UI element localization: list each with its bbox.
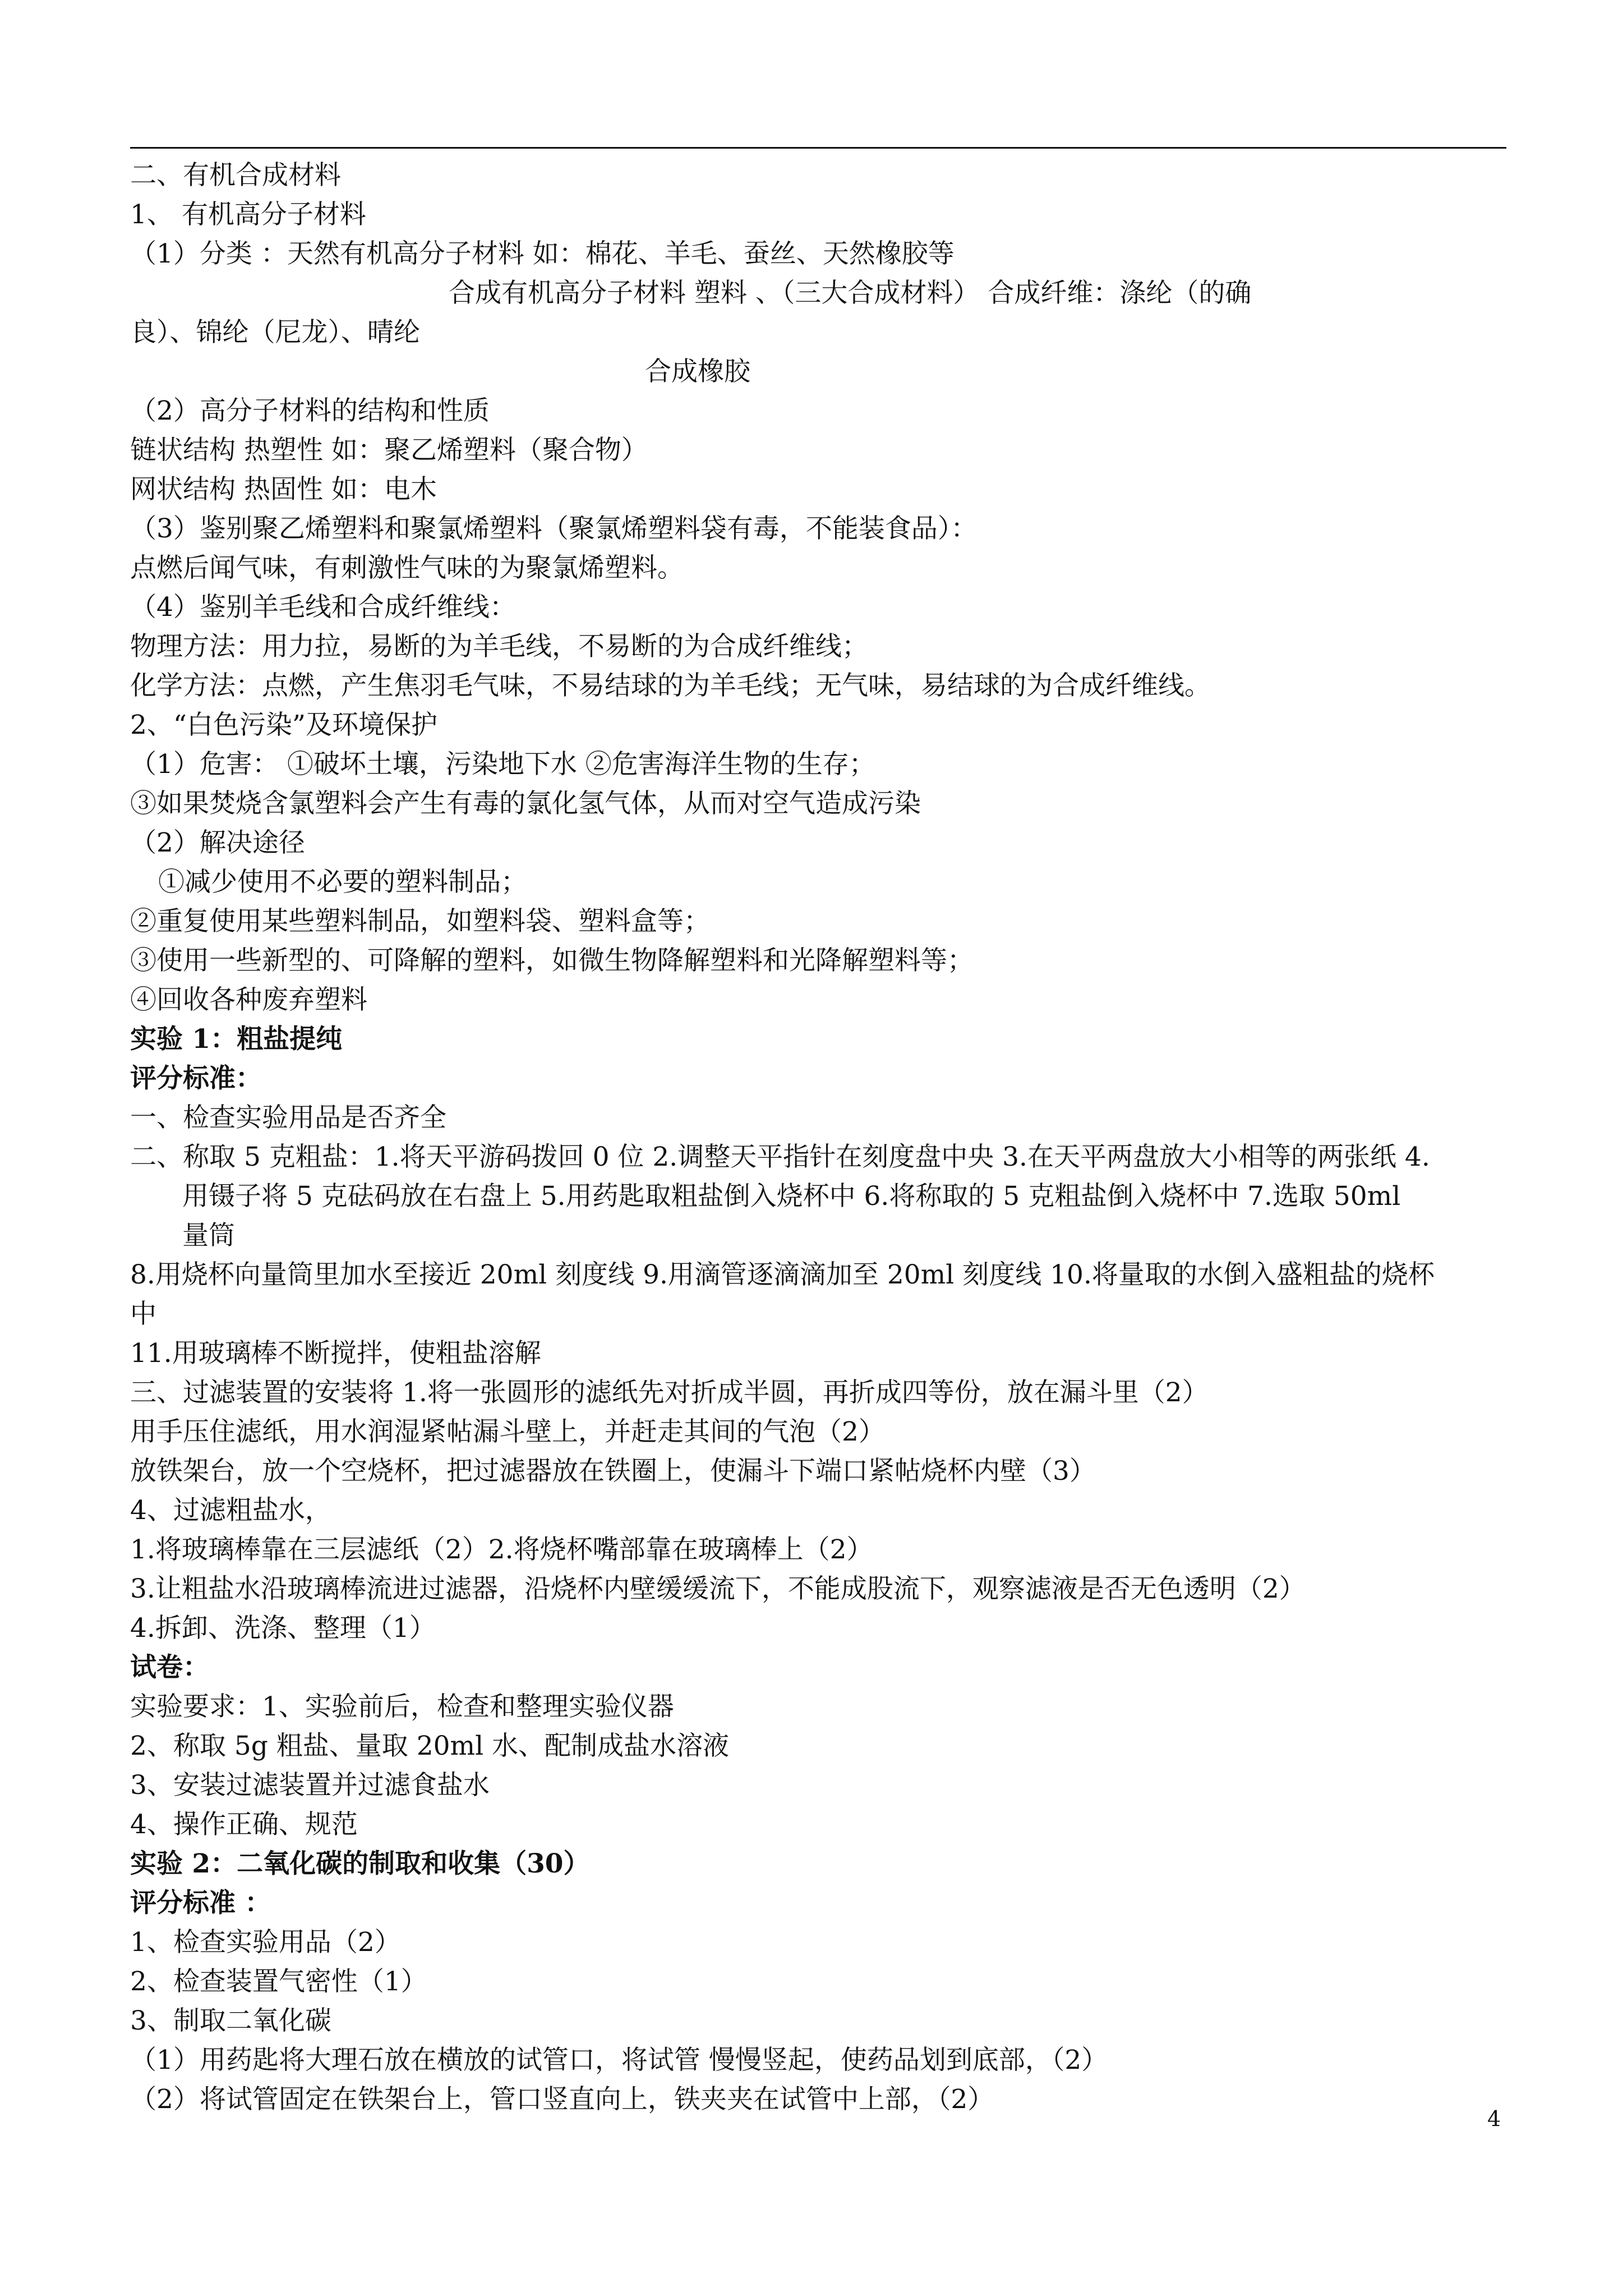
text-line: 4.拆卸、洗涤、整理（1） (130, 1613, 436, 1644)
text-line: 11.用玻璃棒不断搅拌，使粗盐溶解 (130, 1338, 541, 1369)
text-line: 4、操作正确、规范 (130, 1809, 358, 1840)
header-rule (130, 147, 1506, 149)
text-line: 化学方法：点燃，产生焦羽毛气味，不易结球的为羊毛线；无气味，易结球的为合成纤维线。 (130, 670, 1211, 701)
text-line: 1、检查实验用品（2） (130, 1927, 401, 1958)
text-line: 一、检查实验用品是否齐全 (130, 1102, 446, 1133)
text-line: （1）危害： ①破坏土壤，污染地下水 ②危害海洋生物的生存； (130, 749, 875, 780)
text-line: 点燃后闻气味，有刺激性气味的为聚氯烯塑料。 (130, 553, 684, 583)
text-line: 三、过滤装置的安装将 1.将一张圆形的滤纸先对折成半圆，再折成四等份，放在漏斗里（2） (130, 1377, 1209, 1408)
text-line: ②重复使用某些塑料制品，如塑料袋、塑料盒等； (130, 906, 710, 937)
text-line: 链状结构 热塑性 如：聚乙烯塑料（聚合物） (130, 435, 648, 466)
text-line: 2、称取 5g 粗盐、量取 20ml 水、配制成盐水溶液 (130, 1731, 730, 1761)
text-line: 3.让粗盐水沿玻璃棒流进过滤器，沿烧杯内壁缓缓流下，不能成股流下，观察滤液是否无色透明（2） (130, 1573, 1306, 1604)
text-line: （2）高分子材料的结构和性质 (130, 395, 490, 426)
text-line: ③使用一些新型的、可降解的塑料，如微生物降解塑料和光降解塑料等； (130, 945, 974, 976)
text-line: 1.将玻璃棒靠在三层滤纸（2）2.将烧杯嘴部靠在玻璃棒上（2） (130, 1534, 873, 1565)
text-line: 用手压住滤纸，用水润湿紧帖漏斗壁上，并赶走其间的气泡（2） (130, 1416, 885, 1447)
text-line: 量筒 (182, 1220, 235, 1251)
text-line: 网状结构 热固性 如：电木 (130, 474, 437, 505)
text-line: 2、“白色污染”及环境保护 (130, 710, 437, 740)
text-line: 物理方法：用力拉，易断的为羊毛线，不易断的为合成纤维线； (130, 631, 868, 662)
text-line: 二、有机合成材料 (130, 160, 341, 191)
text-line: 8.用烧杯向量筒里加水至接近 20ml 刻度线 9.用滴管逐滴滴加至 20ml 刻度线 10.将量取的水倒入盛粗盐的烧杯 (130, 1259, 1435, 1290)
text-line: （2）解决途径 (130, 827, 305, 858)
text-line: 4、过滤粗盐水， (130, 1495, 331, 1526)
text-line: ③如果焚烧含氯塑料会产生有毒的氯化氢气体，从而对空气造成污染 (130, 788, 921, 819)
section-heading: 评分标准 ： (130, 1888, 271, 1918)
section-heading: 试卷： (130, 1652, 209, 1683)
text-line: 合成有机高分子材料 塑料 、（三大合成材料） 合成纤维：涤纶（的确 (449, 278, 1252, 309)
text-line: （1）用药匙将大理石放在横放的试管口，将试管 慢慢竖起，使药品划到底部，（2） (130, 2045, 1108, 2076)
text-line: 3、制取二氧化碳 (130, 2005, 331, 2036)
text-line: 合成橡胶 (645, 356, 750, 387)
text-line: （3）鉴别聚乙烯塑料和聚氯烯塑料（聚氯烯塑料袋有毒，不能装食品）： (130, 513, 978, 544)
text-line: 放铁架台，放一个空烧杯，把过滤器放在铁圈上，使漏斗下端口紧帖烧杯内壁（3） (130, 1456, 1096, 1487)
text-line: 实验要求：1、实验前后，检查和整理实验仪器 (130, 1691, 674, 1722)
text-line: 2、检查装置气密性（1） (130, 1966, 427, 1997)
text-line: （4）鉴别羊毛线和合成纤维线： (130, 592, 516, 623)
text-line: 良）、锦纶（尼龙）、晴纶 (130, 317, 420, 348)
text-line: （1）分类 ：天然有机高分子材料 如：棉花、羊毛、蚕丝、天然橡胶等 (130, 238, 955, 269)
page-number: 4 (1487, 2106, 1501, 2131)
text-line: ④回收各种废弃塑料 (130, 984, 367, 1015)
text-line: 用镊子将 5 克砝码放在右盘上 5.用药匙取粗盐倒入烧杯中 6.将称取的 5 克粗盐倒入烧杯中 7.选取 50ml (182, 1181, 1401, 1212)
text-line: 3、安装过滤装置并过滤食盐水 (130, 1770, 490, 1801)
section-heading: 实验 2：二氧化碳的制取和收集（30） (130, 1848, 590, 1879)
section-heading: 实验 1：粗盐提纯 (130, 1024, 343, 1055)
text-line: 1、 有机高分子材料 (130, 199, 366, 230)
section-heading: 评分标准： (130, 1063, 262, 1094)
text-line: ①减少使用不必要的塑料制品； (158, 867, 527, 898)
text-line: 中 (130, 1299, 156, 1329)
text-line: （2）将试管固定在铁架台上，管口竖直向上，铁夹夹在试管中上部，（2） (130, 2084, 994, 2115)
text-line: 二、称取 5 克粗盐：1.将天平游码拨回 0 位 2.调整天平指针在刻度盘中央 3.在天平两盘放大小相等的两张纸 4. (130, 1142, 1430, 1172)
